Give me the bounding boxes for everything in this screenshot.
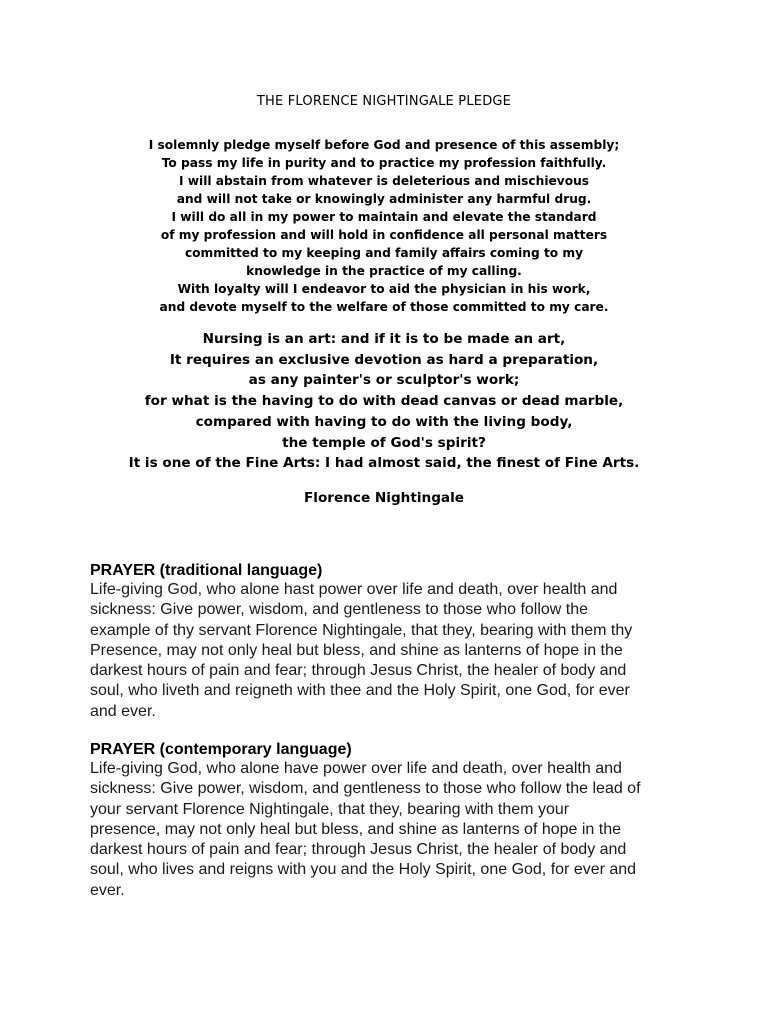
prayer-line: sickness: Give power, wisdom, and gentleness to those who follow the lead of <box>90 780 641 798</box>
prayer-line: ever. <box>90 881 125 899</box>
prayer-traditional-heading: PRAYER (traditional language) <box>90 562 323 579</box>
prayer-line: sickness: Give power, wisdom, and gentleness to those who follow the <box>90 601 589 619</box>
quote-line: the temple of God's spirit? <box>282 434 486 451</box>
prayer-traditional-body <box>90 580 710 722</box>
pledge-line: and devote myself to the welfare of those committed to my care. <box>159 300 609 314</box>
pledge-line: To pass my life in purity and to practice my profession faithfully. <box>161 156 607 170</box>
pledge-line: committed to my keeping and family affairs coming to my <box>184 246 584 260</box>
quote-line: It requires an exclusive devotion as hard a preparation, <box>169 351 599 368</box>
prayer-contemporary-body <box>90 759 710 901</box>
prayer-line: your servant Florence Nightingale, that they, bearing with them your <box>90 800 570 818</box>
prayer-line: Presence, may not only heal but bless, and shine as lanterns of hope in the <box>90 641 623 659</box>
prayer-line: Life-giving God, who alone have power over life and death, over health and <box>90 760 622 777</box>
pledge-line: of my profession and will hold in confidence all personal matters <box>160 228 608 242</box>
pledge-line: and will not take or knowingly administer any harmful drug. <box>176 192 592 206</box>
pledge-line: With loyalty will I endeavor to aid the physician in his work, <box>177 282 591 296</box>
pledge-line: knowledge in the practice of my calling. <box>246 264 522 278</box>
pledge-title: THE FLORENCE NIGHTINGALE PLEDGE <box>256 94 512 109</box>
quote-line: compared with having to do with the living body, <box>195 413 573 430</box>
prayer-line: soul, who liveth and reigneth with thee and the Holy Spirit, one God, for ever <box>90 682 630 700</box>
nightingale-quote <box>0 329 768 474</box>
prayer-line: darkest hours of pain and fear; through Jesus Christ, the healer of body and <box>90 841 627 859</box>
quote-line: as any painter's or sculptor's work; <box>248 372 520 389</box>
quote-attribution: Florence Nightingale <box>304 490 464 506</box>
prayer-line: darkest hours of pain and fear; through Jesus Christ, the healer of body and <box>90 662 627 680</box>
prayer-line: presence, may not only heal but bless, and shine as lanterns of hope in the <box>90 820 622 838</box>
quote-line: for what is the having to do with dead canvas or dead marble, <box>144 393 624 410</box>
pledge-line: I solemnly pledge myself before God and presence of this assembly; <box>148 138 620 152</box>
pledge-line: I will abstain from whatever is deleterious and mischievous <box>178 174 590 188</box>
prayer-line: Life-giving God, who alone hast power over life and death, over health and <box>90 581 618 598</box>
quote-line: Nursing is an art: and if it is to be made an art, <box>202 331 566 347</box>
pledge-text <box>0 136 768 316</box>
quote-line: It is one of the Fine Arts: I had almost said, the finest of Fine Arts. <box>128 455 640 472</box>
prayer-line: soul, who lives and reigns with you and the Holy Spirit, one God, for ever and <box>90 861 637 879</box>
prayer-contemporary-heading: PRAYER (contemporary language) <box>90 741 352 758</box>
prayer-line: example of thy servant Florence Nightingale, that they, bearing with them thy <box>90 621 633 639</box>
prayer-line: and ever. <box>90 702 156 720</box>
pledge-line: I will do all in my power to maintain and elevate the standard <box>171 210 597 224</box>
